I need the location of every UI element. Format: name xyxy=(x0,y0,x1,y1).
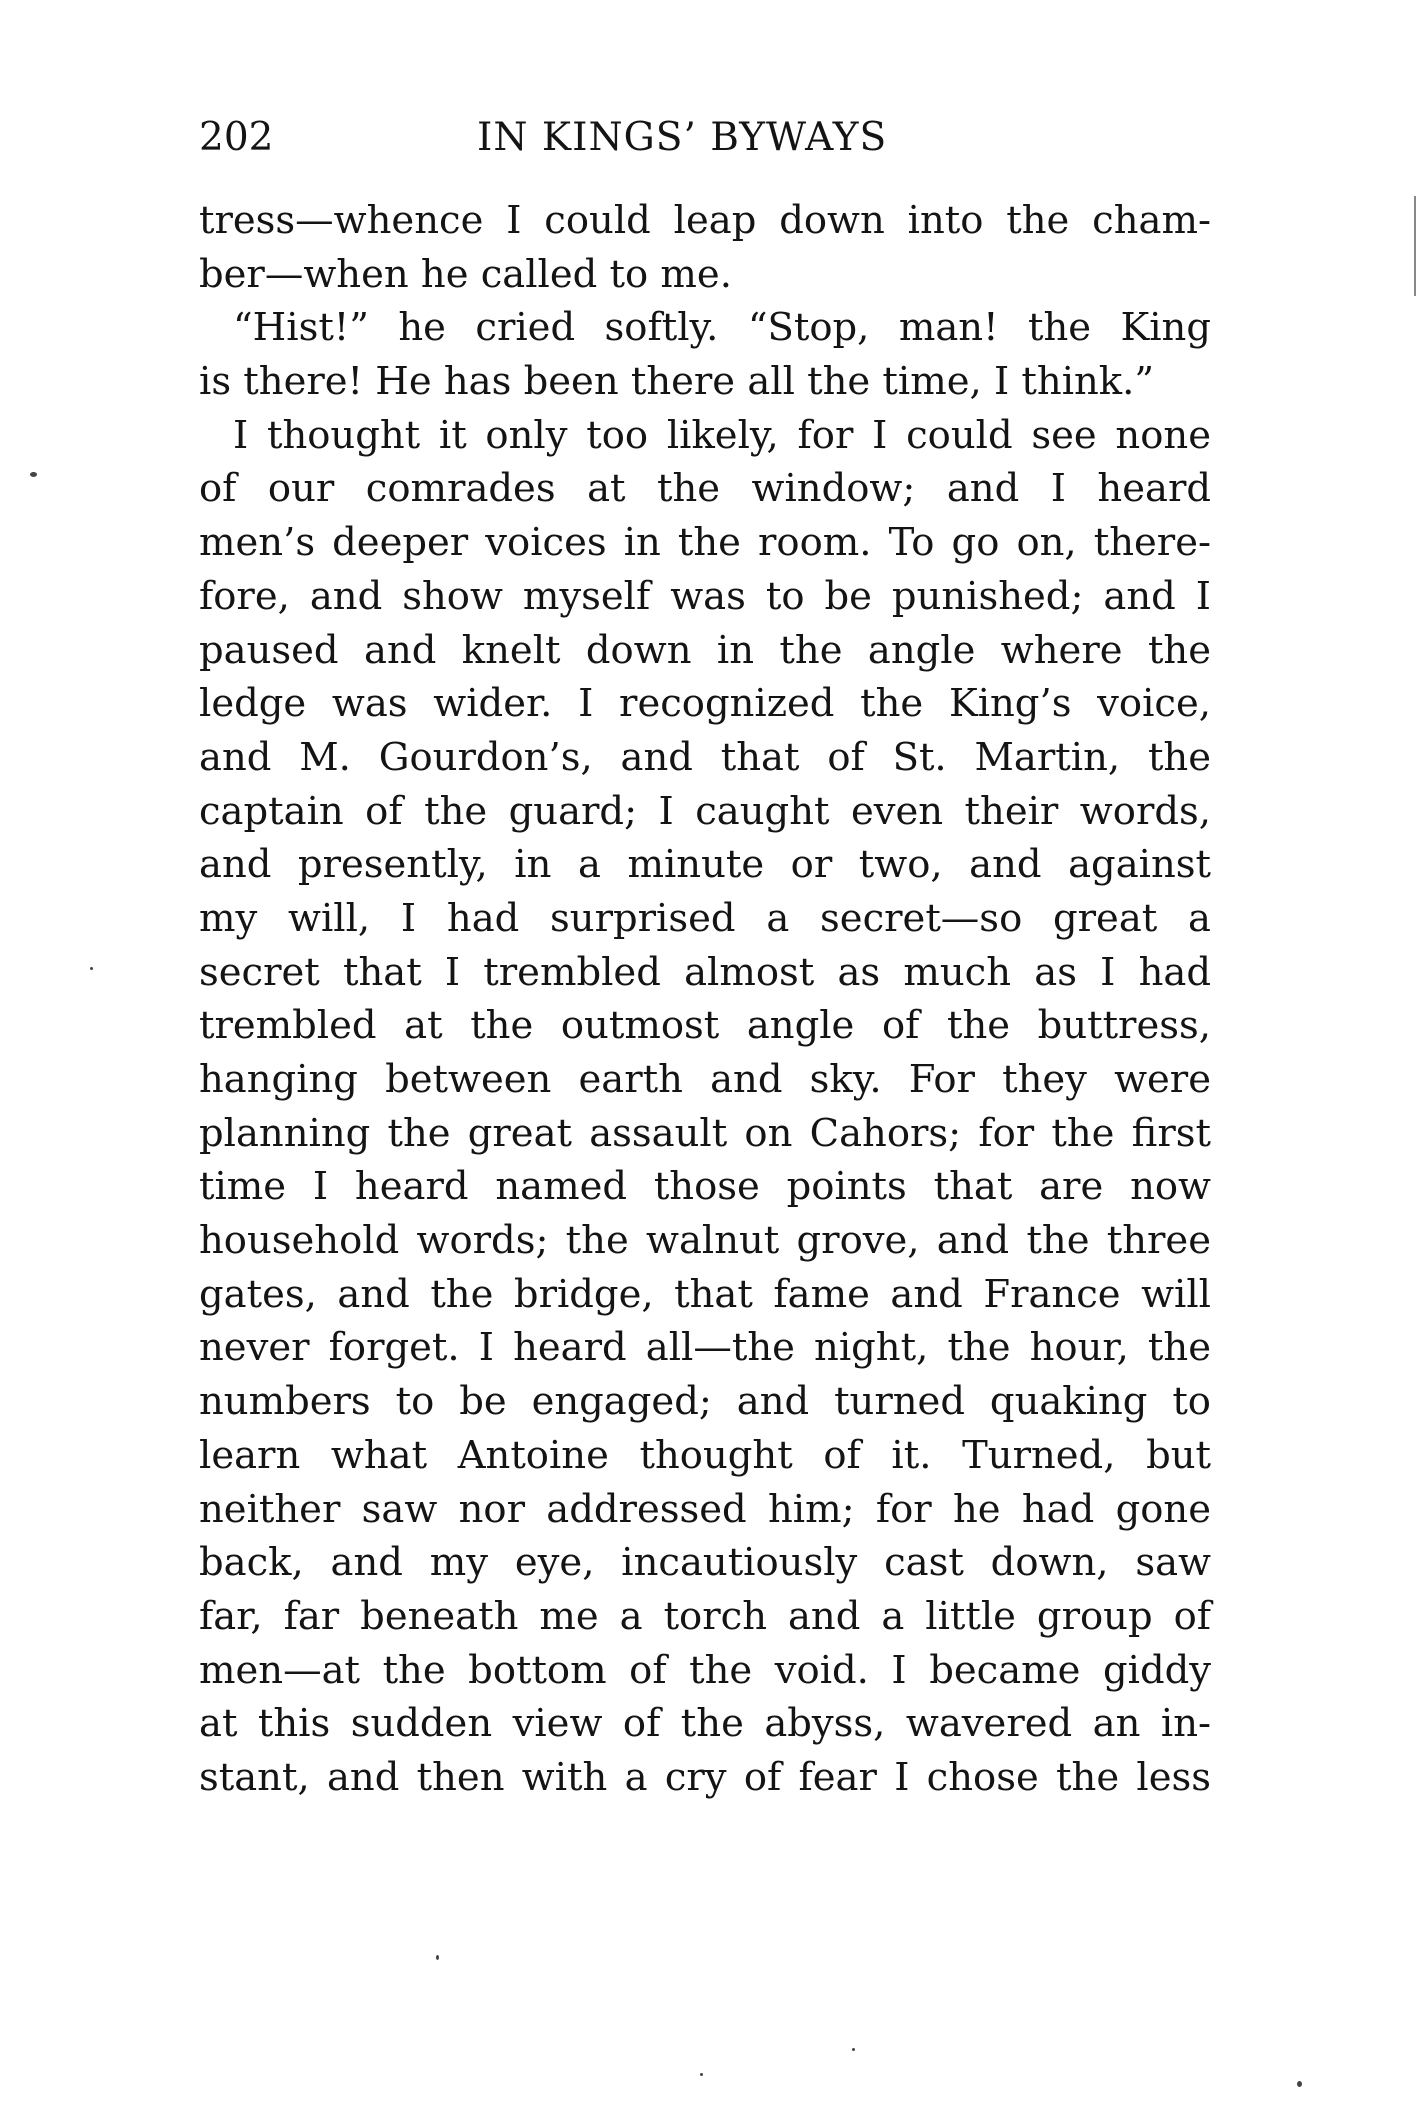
scan-speck xyxy=(90,967,93,970)
page-header xyxy=(199,112,1211,164)
text-line: never forget. I heard all—the night, the hour, the xyxy=(199,1325,1211,1371)
text-line: far, far beneath me a torch and a little group of xyxy=(199,1593,1211,1639)
text-line: captain of the guard; I caught even their words, xyxy=(199,788,1211,834)
text-line: men—at the bottom of the void. I became giddy xyxy=(199,1647,1211,1693)
text-line: fore, and show myself was to be punished; and I xyxy=(199,573,1211,619)
scan-speck xyxy=(700,2073,703,2076)
text-line: ledge was wider. I recognized the King’s voice, xyxy=(199,681,1211,727)
text-line: trembled at the outmost angle of the buttress, xyxy=(199,1003,1211,1049)
text-line: household words; the walnut grove, and the three xyxy=(199,1218,1211,1264)
scan-speck xyxy=(436,1955,439,1960)
text-line: I thought it only too likely, for I could see none xyxy=(233,412,1211,458)
text-line: neither saw nor addressed him; for he had gone xyxy=(199,1486,1211,1532)
text-line: of our comrades at the window; and I heard xyxy=(199,466,1211,512)
text-line: paused and knelt down in the angle where the xyxy=(199,627,1211,673)
scan-speck xyxy=(852,2048,855,2051)
text-line: tress—whence I could leap down into the cham- xyxy=(199,198,1211,243)
text-line: gates, and the bridge, that fame and France will xyxy=(199,1271,1211,1317)
text-line: men’s deeper voices in the room. To go on, there- xyxy=(199,520,1211,566)
scan-speck xyxy=(1297,2081,1302,2087)
page-number: 202 xyxy=(199,115,274,160)
scan-speck xyxy=(30,472,37,477)
text-line: learn what Antoine thought of it. Turned, but xyxy=(199,1432,1211,1478)
text-line: numbers to be engaged; and turned quaking to xyxy=(199,1379,1211,1425)
running-head: IN KINGS’ BYWAYS xyxy=(477,115,888,160)
body-text xyxy=(199,194,1211,1805)
text-line: and M. Gourdon’s, and that of St. Martin, the xyxy=(199,734,1211,780)
text-line: secret that I trembled almost as much as I had xyxy=(199,949,1211,995)
text-line: my will, I had surprised a secret—so great a xyxy=(199,895,1211,941)
text-line: and presently, in a minute or two, and against xyxy=(199,842,1211,888)
text-line: at this sudden view of the abyss, wavered an in- xyxy=(199,1701,1211,1747)
text-line: “Hist!” he cried softly. “Stop, man! the King xyxy=(233,305,1211,351)
text-line: ber—when he called to me. xyxy=(199,251,732,297)
scan-edge-mark xyxy=(1414,196,1416,296)
text-line: time I heard named those points that are now xyxy=(199,1164,1211,1210)
text-line: hanging between earth and sky. For they were xyxy=(199,1057,1211,1102)
text-line: back, and my eye, incautiously cast down, saw xyxy=(199,1540,1211,1586)
text-line: planning the great assault on Cahors; for the first xyxy=(199,1110,1211,1156)
text-line: stant, and then with a cry of fear I chose the less xyxy=(199,1754,1211,1800)
text-line: is there! He has been there all the time, I think.” xyxy=(199,359,1155,405)
